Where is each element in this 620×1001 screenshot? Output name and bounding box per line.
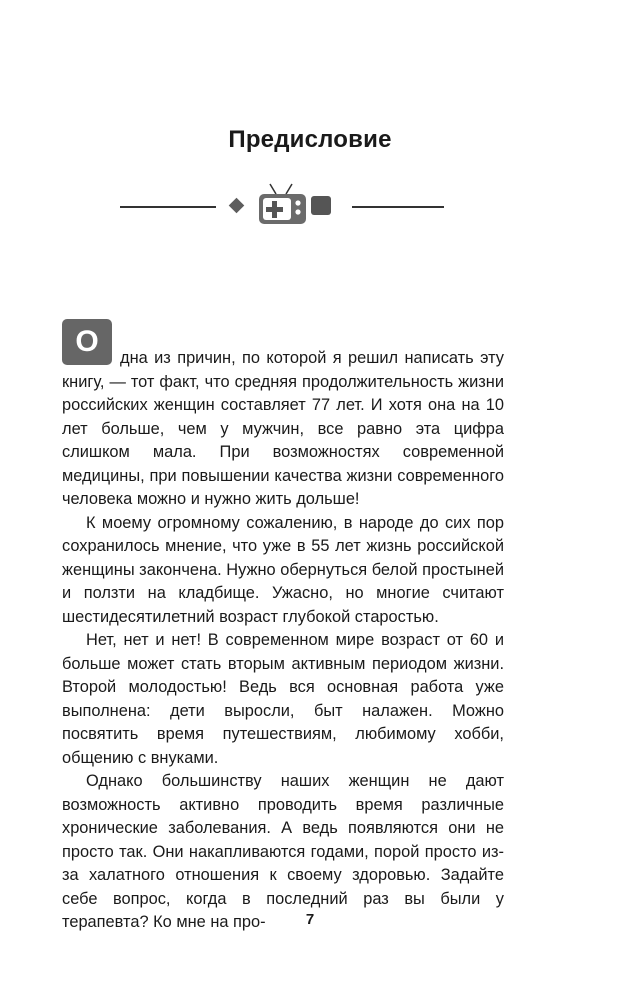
diamond-icon — [229, 198, 245, 214]
page-number: 7 — [305, 911, 315, 928]
ornament-line-left — [120, 206, 216, 208]
page-title: Предисловие — [228, 126, 392, 153]
square-icon — [311, 196, 331, 215]
paragraph: Нет, нет и нет! В современном мире возраст от 60 и больше может стать вторым активным периодом жизни. Второй молодостью! Ведь вся основная работа уже выполнена: дети выросли, быт налажен. Можно посвятить время путешествиям, любимому хобби, общению с внуками. — [62, 631, 504, 767]
paragraph: дна из причин, по которой я решил написать эту книгу, — тот факт, что средняя продолжительность жизни российских женщин составляет 77 лет. И хотя она на 10 лет больше, чем у мужчин, все равно эта цифра слишком мала. При возможностях современной медицины, при повышении качества жизни современного человека можно и нужно жить дольше! — [62, 349, 504, 508]
ornament-line-right — [352, 206, 444, 208]
paragraph: Однако большинству наших женщин не дают возможность активно проводить время различные хронические заболевания. А ведь появляются они не просто так. Они накапливаются годами, порой просто из-за халатного отношения к своему здоровью. Задайте себе вопрос, когда в последний раз вы были у терапевта? Ко мне на про- — [62, 772, 504, 931]
body-text — [62, 316, 504, 935]
drop-cap: О — [62, 319, 112, 365]
chapter-ornament — [0, 180, 620, 228]
paragraph: К моему огромному сожалению, в народе до сих пор сохранилось мнение, что уже в 55 лет жизнь российской женщины закончена. Нужно обернуться белой простыней и ползти на кладбище. Ужасно, но многие считают шестидесятилетний возраст глубокой старостью. — [62, 513, 504, 626]
